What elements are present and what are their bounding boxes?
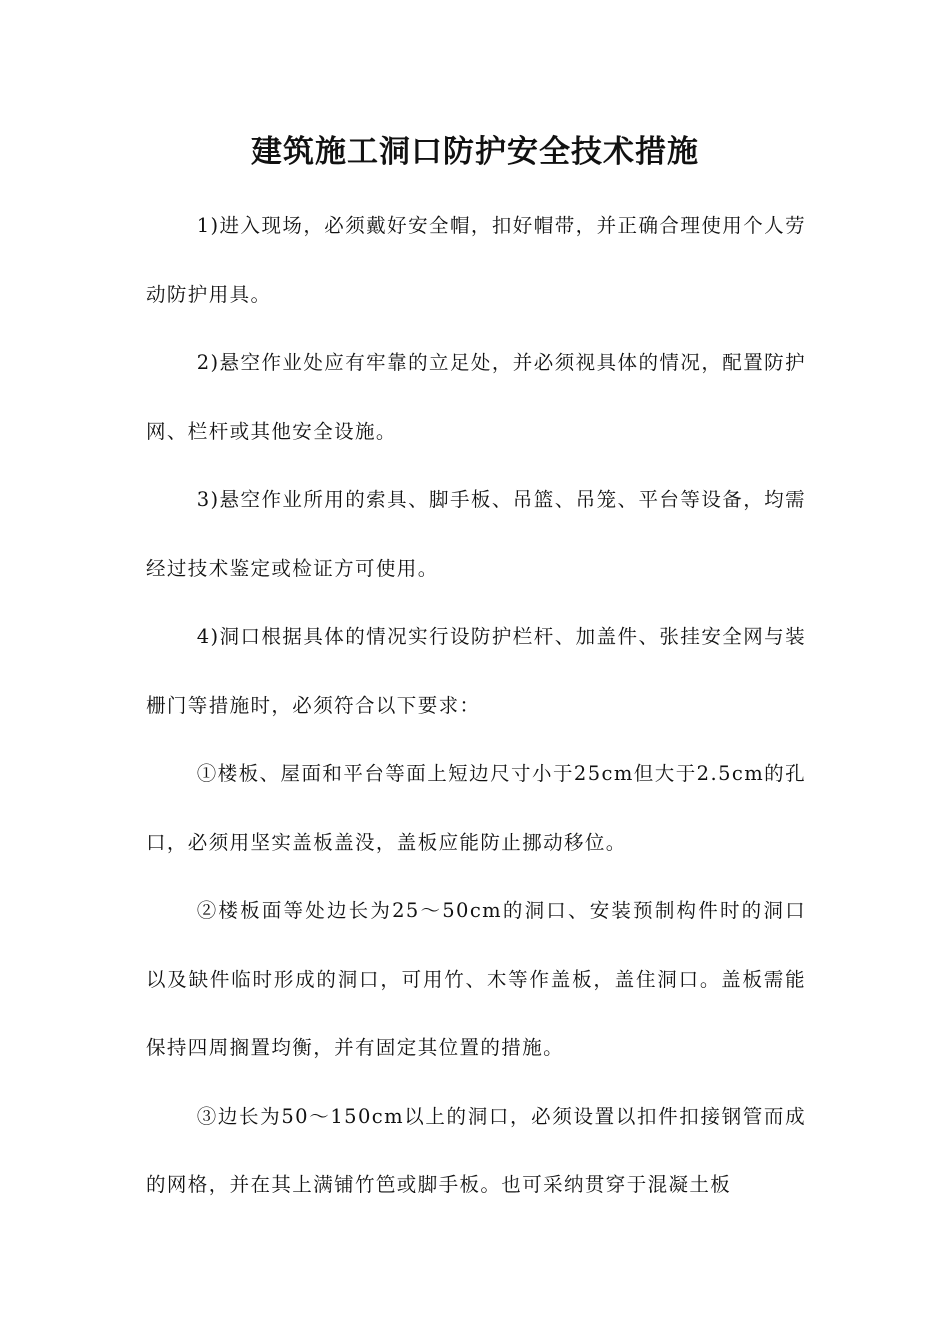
document-title: 建筑施工洞口防护安全技术措施 [251, 134, 699, 170]
paragraph-2: 2)悬空作业处应有牢靠的立足处，并必须视具体的情况，配置防护网、栏杆或其他安全设施。 [146, 351, 806, 443]
paragraph-item-3: ③边长为50～150cm以上的洞口，必须设置以扣件扣接钢管而成的网格，并在其上满铺竹笆或脚手板。也可采纳贯穿于混凝土板 [146, 1104, 806, 1196]
paragraph-4: 4)洞口根据具体的情况实行设防护栏杆、加盖件、张挂安全网与装栅门等措施时，必须符合以下要求： [146, 625, 806, 717]
paragraph-1: 1)进入现场，必须戴好安全帽，扣好帽带，并正确合理使用个人劳动防护用具。 [146, 214, 806, 306]
paragraph-item-1: ①楼板、屋面和平台等面上短边尺寸小于25cm但大于2.5cm的孔口，必须用坚实盖板盖没，盖板应能防止挪动移位。 [146, 762, 806, 854]
paragraph-item-2: ②楼板面等处边长为25～50cm的洞口、安装预制构件时的洞口以及缺件临时形成的洞口，可用竹、木等作盖板，盖住洞口。盖板需能保持四周搁置均衡，并有固定其位置的措施。 [146, 899, 806, 1059]
document-body [146, 192, 806, 1220]
paragraph-3: 3)悬空作业所用的索具、脚手板、吊篮、吊笼、平台等设备，均需经过技术鉴定或检证方可使用。 [146, 488, 806, 580]
